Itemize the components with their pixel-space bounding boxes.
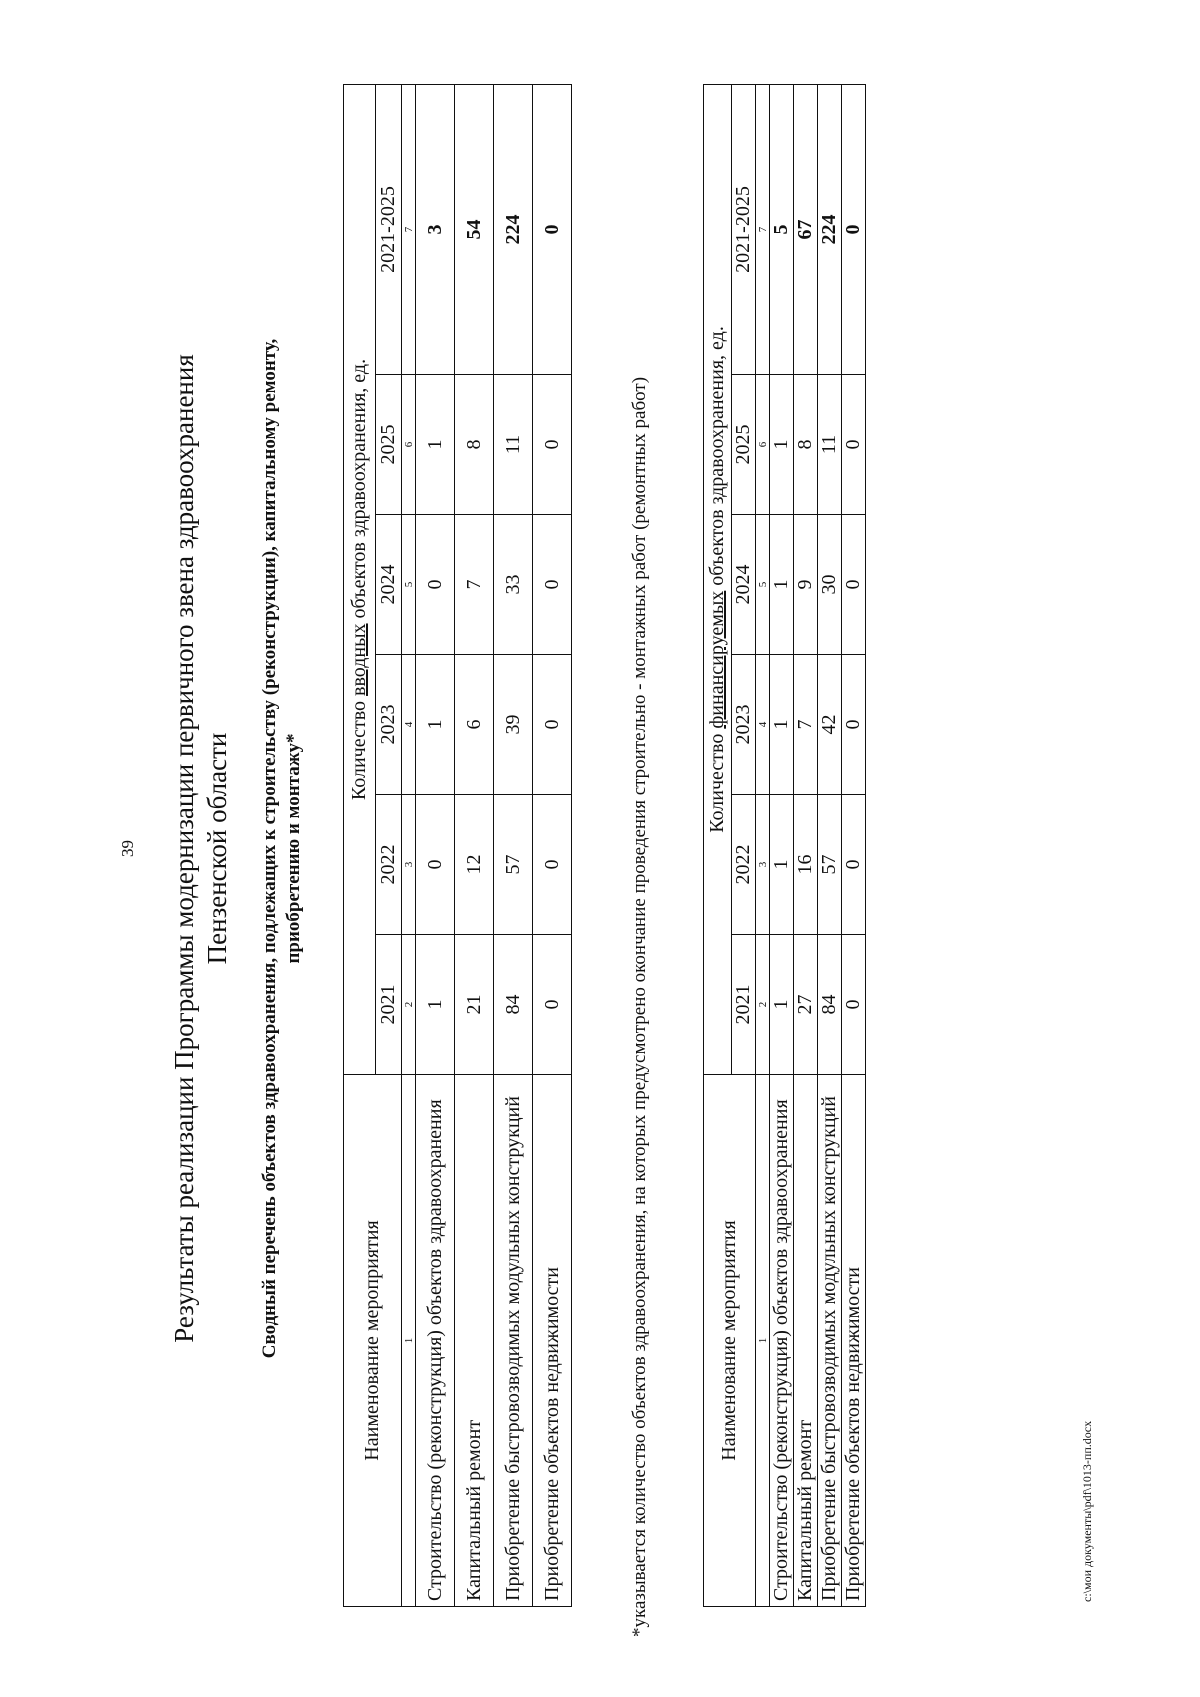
table-row bbox=[533, 85, 572, 1607]
column-index: 4 bbox=[756, 655, 770, 795]
column-index: 1 bbox=[402, 1075, 416, 1607]
cell: 0 bbox=[842, 515, 866, 655]
cell: 16 bbox=[794, 795, 818, 935]
year-header: 2023 bbox=[732, 655, 756, 795]
row-name: Строительство (реконструкция) объектов здравоохранения bbox=[770, 1075, 794, 1607]
cell: 39 bbox=[494, 655, 533, 795]
cell: 0 bbox=[533, 515, 572, 655]
table-financed-objects bbox=[703, 84, 866, 1607]
cell: 12 bbox=[455, 795, 494, 935]
cell: 57 bbox=[494, 795, 533, 935]
cell: 8 bbox=[455, 375, 494, 515]
total-cell: 3 bbox=[416, 85, 455, 375]
group-header-underlined: финансируемых bbox=[706, 590, 728, 729]
year-header: 2022 bbox=[376, 795, 402, 935]
column-index: 3 bbox=[756, 795, 770, 935]
group-header-pre: Количество bbox=[706, 728, 728, 833]
cell: 0 bbox=[533, 795, 572, 935]
column-index: 6 bbox=[402, 375, 416, 515]
total-cell: 0 bbox=[533, 85, 572, 375]
cell: 27 bbox=[794, 935, 818, 1075]
cell: 42 bbox=[818, 655, 842, 795]
cell: 1 bbox=[770, 655, 794, 795]
column-index: 4 bbox=[402, 655, 416, 795]
table-row bbox=[494, 85, 533, 1607]
year-header: 2025 bbox=[376, 375, 402, 515]
row-name: Капитальный ремонт bbox=[455, 1075, 494, 1607]
cell: 30 bbox=[818, 515, 842, 655]
cell: 84 bbox=[818, 935, 842, 1075]
cell: 1 bbox=[416, 655, 455, 795]
cell: 0 bbox=[533, 935, 572, 1075]
year-header: 2025 bbox=[732, 375, 756, 515]
column-index: 1 bbox=[756, 1075, 770, 1607]
column-index: 7 bbox=[756, 84, 770, 374]
table-row bbox=[842, 84, 866, 1606]
total-cell: 67 bbox=[794, 84, 818, 374]
cell: 33 bbox=[494, 515, 533, 655]
column-index: 6 bbox=[756, 375, 770, 515]
year-header: 2021 bbox=[376, 935, 402, 1075]
cell: 1 bbox=[770, 795, 794, 935]
table-row bbox=[416, 85, 455, 1607]
cell: 11 bbox=[818, 375, 842, 515]
page-title bbox=[168, 0, 234, 1697]
table-row bbox=[818, 84, 842, 1606]
cell: 1 bbox=[416, 935, 455, 1075]
column-index: 2 bbox=[756, 935, 770, 1075]
group-header bbox=[704, 84, 732, 1074]
column-index: 3 bbox=[402, 795, 416, 935]
cell: 1 bbox=[770, 375, 794, 515]
year-header: 2024 bbox=[376, 515, 402, 655]
cell: 57 bbox=[818, 795, 842, 935]
column-index: 7 bbox=[402, 85, 416, 375]
year-header: 2021 bbox=[732, 935, 756, 1075]
cell: 1 bbox=[770, 515, 794, 655]
row-name: Приобретение объектов недвижимости bbox=[842, 1075, 866, 1607]
cell: 21 bbox=[455, 935, 494, 1075]
group-header-post: объектов здравоохранения, ед. bbox=[706, 326, 728, 591]
cell: 1 bbox=[416, 375, 455, 515]
cell: 84 bbox=[494, 935, 533, 1075]
name-column-header: Наименование мероприятия bbox=[344, 1075, 402, 1607]
table-row bbox=[794, 84, 818, 1606]
table-row bbox=[455, 85, 494, 1607]
cell: 7 bbox=[794, 655, 818, 795]
total-cell: 54 bbox=[455, 85, 494, 375]
table-row bbox=[770, 84, 794, 1606]
total-cell: 224 bbox=[494, 85, 533, 375]
row-name: Строительство (реконструкция) объектов здравоохранения bbox=[416, 1075, 455, 1607]
total-cell: 224 bbox=[818, 84, 842, 374]
cell: 7 bbox=[455, 515, 494, 655]
column-index: 5 bbox=[756, 515, 770, 655]
row-name: Приобретение быстровозводимых модульных конструкций bbox=[494, 1075, 533, 1607]
title-line-2: Пензенской области bbox=[202, 732, 232, 965]
page-number: 39 bbox=[118, 840, 137, 857]
caption-line-2: приобретению и монтажу* bbox=[283, 733, 304, 964]
year-header: 2023 bbox=[376, 655, 402, 795]
year-header: 2022 bbox=[732, 795, 756, 935]
year-header: 2024 bbox=[732, 515, 756, 655]
cell: 9 bbox=[794, 515, 818, 655]
group-header-post: объектов здравоохранения, ед. bbox=[348, 358, 370, 624]
file-path-footer: c:\мои документы\pdf\1013-пп.docx bbox=[1080, 1420, 1094, 1602]
total-header: 2021-2025 bbox=[376, 85, 402, 375]
name-column-header: Наименование мероприятия bbox=[704, 1075, 756, 1607]
cell: 0 bbox=[842, 935, 866, 1075]
column-index: 2 bbox=[402, 935, 416, 1075]
cell: 0 bbox=[533, 375, 572, 515]
row-name: Капитальный ремонт bbox=[794, 1075, 818, 1607]
table-caption bbox=[258, 0, 306, 1697]
table-commissioned-objects bbox=[343, 84, 572, 1607]
cell: 6 bbox=[455, 655, 494, 795]
cell: 0 bbox=[416, 795, 455, 935]
row-name: Приобретение объектов недвижимости bbox=[533, 1075, 572, 1607]
group-header-pre: Количество bbox=[348, 695, 370, 801]
cell: 0 bbox=[416, 515, 455, 655]
cell: 0 bbox=[842, 795, 866, 935]
footnote: *указывается количество объектов здравоохранения, на которых предусмотрено окончание проведения строительно - монтажных работ (ремонтных работ) bbox=[629, 376, 650, 1637]
title-line-1: Результаты реализации Программы модернизации первичного звена здравоохранения bbox=[169, 354, 199, 1343]
total-header: 2021-2025 bbox=[732, 84, 756, 374]
cell: 0 bbox=[842, 375, 866, 515]
column-index: 5 bbox=[402, 515, 416, 655]
group-header-underlined: вводных bbox=[348, 623, 370, 696]
cell: 1 bbox=[770, 935, 794, 1075]
total-cell: 0 bbox=[842, 84, 866, 374]
cell: 0 bbox=[842, 655, 866, 795]
row-name: Приобретение быстровозводимых модульных конструкций bbox=[818, 1075, 842, 1607]
total-cell: 5 bbox=[770, 84, 794, 374]
group-header bbox=[344, 85, 376, 1075]
cell: 8 bbox=[794, 375, 818, 515]
cell: 0 bbox=[533, 655, 572, 795]
cell: 11 bbox=[494, 375, 533, 515]
caption-line-1: Сводный перечень объектов здравоохранения, подлежащих к строительству (реконструкции), капитальному ремонту, bbox=[259, 338, 280, 1359]
